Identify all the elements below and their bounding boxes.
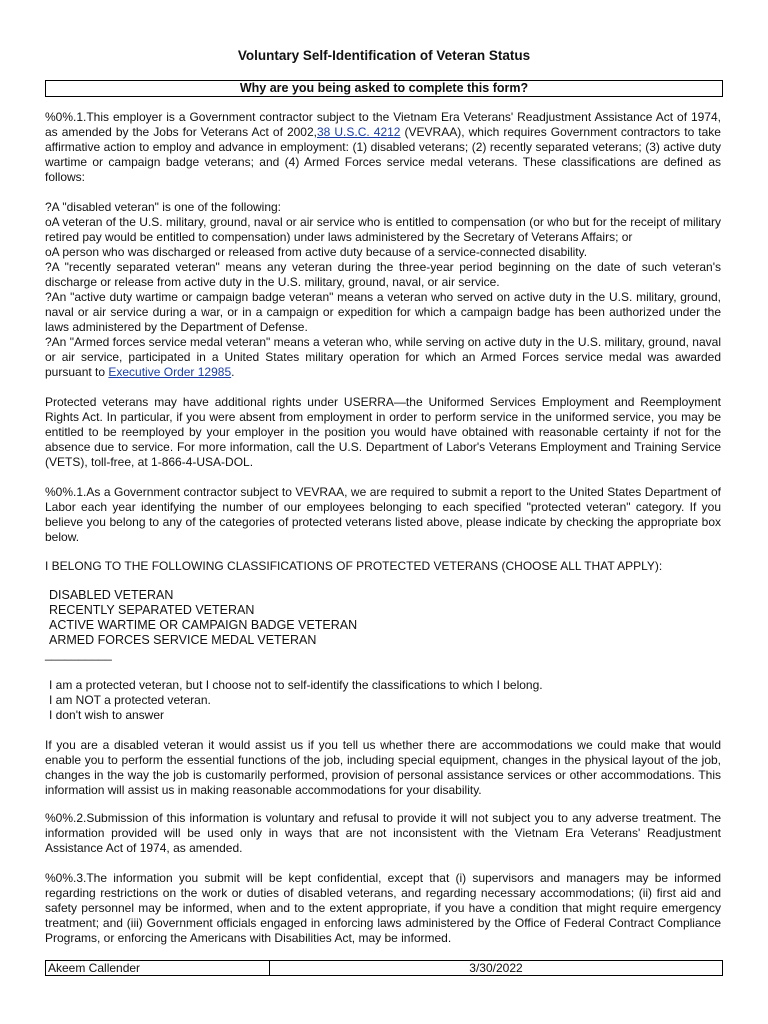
- disabled-def-b: oA person who was discharged or released from active duty because of a service-connected disability.: [45, 245, 588, 259]
- accommodation-paragraph: If you are a disabled veteran it would assist us if you tell us whether there are accommodations we could make that would enable you to perform the essential functions of the job, including special equipment, changes in the physical layout of the job, changes in the way the job is customarily performed, provision of personal assistance services or other accommodations. This information will assist us in making reasonable accommodations for your disability.: [45, 738, 721, 797]
- intro-text-cont: (VEVRAA), which requires Government contractors to take affirmative action to employ and advance in employment: (1) disabled veterans; (2) recently separated veterans; (3) active duty wartime or campaign badge veterans; and (4) Armed Forces service medal veterans. These classifications are defined as follows:: [45, 125, 721, 184]
- disabled-def-a: oA veteran of the U.S. military, ground, naval or air service who is entitled to compensation (or who but for the receipt of military retired pay would be entitled to compensation) under laws administered by the Secretary of Veterans Affairs; or: [45, 215, 721, 244]
- recent-def: ?A "recently separated veteran" means any veteran during the three-year period beginning on the date of such veteran's discharge or release from active duty in the U.S. military, ground, naval, or air service.: [45, 260, 721, 289]
- classification-recent[interactable]: RECENTLY SEPARATED VETERAN: [49, 603, 255, 617]
- usc-4212-link[interactable]: 38 U.S.C. 4212: [316, 125, 401, 139]
- option-not-protected[interactable]: I am NOT a protected veteran.: [49, 693, 211, 707]
- classification-wartime[interactable]: ACTIVE WARTIME OR CAMPAIGN BADGE VETERAN: [49, 618, 358, 632]
- other-options: [45, 678, 721, 723]
- medal-def: [45, 335, 721, 380]
- intro-paragraph: [45, 110, 721, 185]
- classification-heading: I BELONG TO THE FOLLOWING CLASSIFICATIONS OF PROTECTED VETERANS (CHOOSE ALL THAT APPLY):: [45, 559, 663, 573]
- confidential-paragraph: %0%.3.The information you submit will be kept confidential, except that (i) supervisors and managers may be informed regarding restrictions on the work or duties of disabled veterans, and regarding necessary accommodations; (ii) first aid and safety personnel may be informed, when and to the extent appropriate, if you have a condition that might require emergency treatment; and (iii) Government officials engaged in enforcing laws administered by the Office of Federal Contract Compliance Programs, or enforcing the Americans with Disabilities Act, may be informed.: [45, 871, 721, 945]
- classification-disabled[interactable]: DISABLED VETERAN: [49, 588, 174, 602]
- intro-text: %0%.1.This employer is a Government contractor subject to the Vietnam Era Veterans' Readjustment Assistance Act of 1974, as amended by the Jobs for Veterans Act of 2002,: [45, 110, 721, 139]
- option-protected-no-identify[interactable]: I am a protected veteran, but I choose not to self-identify the classifications to which I belong.: [49, 678, 543, 692]
- disabled-intro: ?A "disabled veteran" is one of the following:: [45, 200, 282, 214]
- report-paragraph: %0%.1.As a Government contractor subject to VEVRAA, we are required to submit a report to the United States Department of Labor each year identifying the number of our employees belonging to each specified "protected veteran" category. If you believe you belong to any of the categories of protected veterans listed above, please indicate by checking the appropriate box below.: [45, 485, 721, 544]
- executive-order-link[interactable]: Executive Order 12985: [108, 365, 232, 379]
- option-no-answer[interactable]: I don't wish to answer: [49, 708, 165, 722]
- classification-list: [45, 588, 721, 661]
- page-title: Voluntary Self-Identification of Veteran Status: [237, 48, 531, 63]
- separator-line: __________: [45, 647, 112, 661]
- signature-date-field[interactable]: 3/30/2022: [469, 961, 523, 975]
- medal-def-end: .: [231, 365, 235, 379]
- question-heading-box: Why are you being asked to complete this form?: [45, 80, 723, 97]
- userra-paragraph: Protected veterans may have additional rights under USERRA—the Uniformed Services Employment and Reemployment Rights Act. In particular, if you were absent from employment in order to perform service in the uniformed service, you may be entitled to be reemployed by your employer in the position you would have obtained with reasonable certainty if not for the absence due to service. For more information, call the U.S. Department of Labor's Veterans Employment and Training Service (VETS), toll-free, at 1-866-4-USA-DOL.: [45, 395, 721, 469]
- voluntary-paragraph: %0%.2.Submission of this information is voluntary and refusal to provide it will not subject you to any adverse treatment. The information provided will be used only in ways that are not inconsistent with the Vietnam Era Veterans' Readjustment Assistance Act of 1974, as amended.: [45, 811, 721, 855]
- classification-medal[interactable]: ARMED FORCES SERVICE MEDAL VETERAN: [49, 633, 317, 647]
- wartime-def: ?An "active duty wartime or campaign badge veteran" means a veteran who served on active duty in the U.S. military, ground, naval or air service during a war, or in a campaign or expedition for which a campaign badge has been authorized under the laws administered by the Department of Defense.: [45, 290, 721, 334]
- signature-name-field[interactable]: Akeem Callender: [46, 961, 270, 975]
- signature-row: [45, 960, 723, 976]
- medal-def-text: ?An "Armed forces service medal veteran" means a veteran who, while serving on active duty in the U.S. military, ground, naval or air service, participated in a United States military operation for which an Armed Forces service medal was awarded pursuant to: [45, 335, 721, 379]
